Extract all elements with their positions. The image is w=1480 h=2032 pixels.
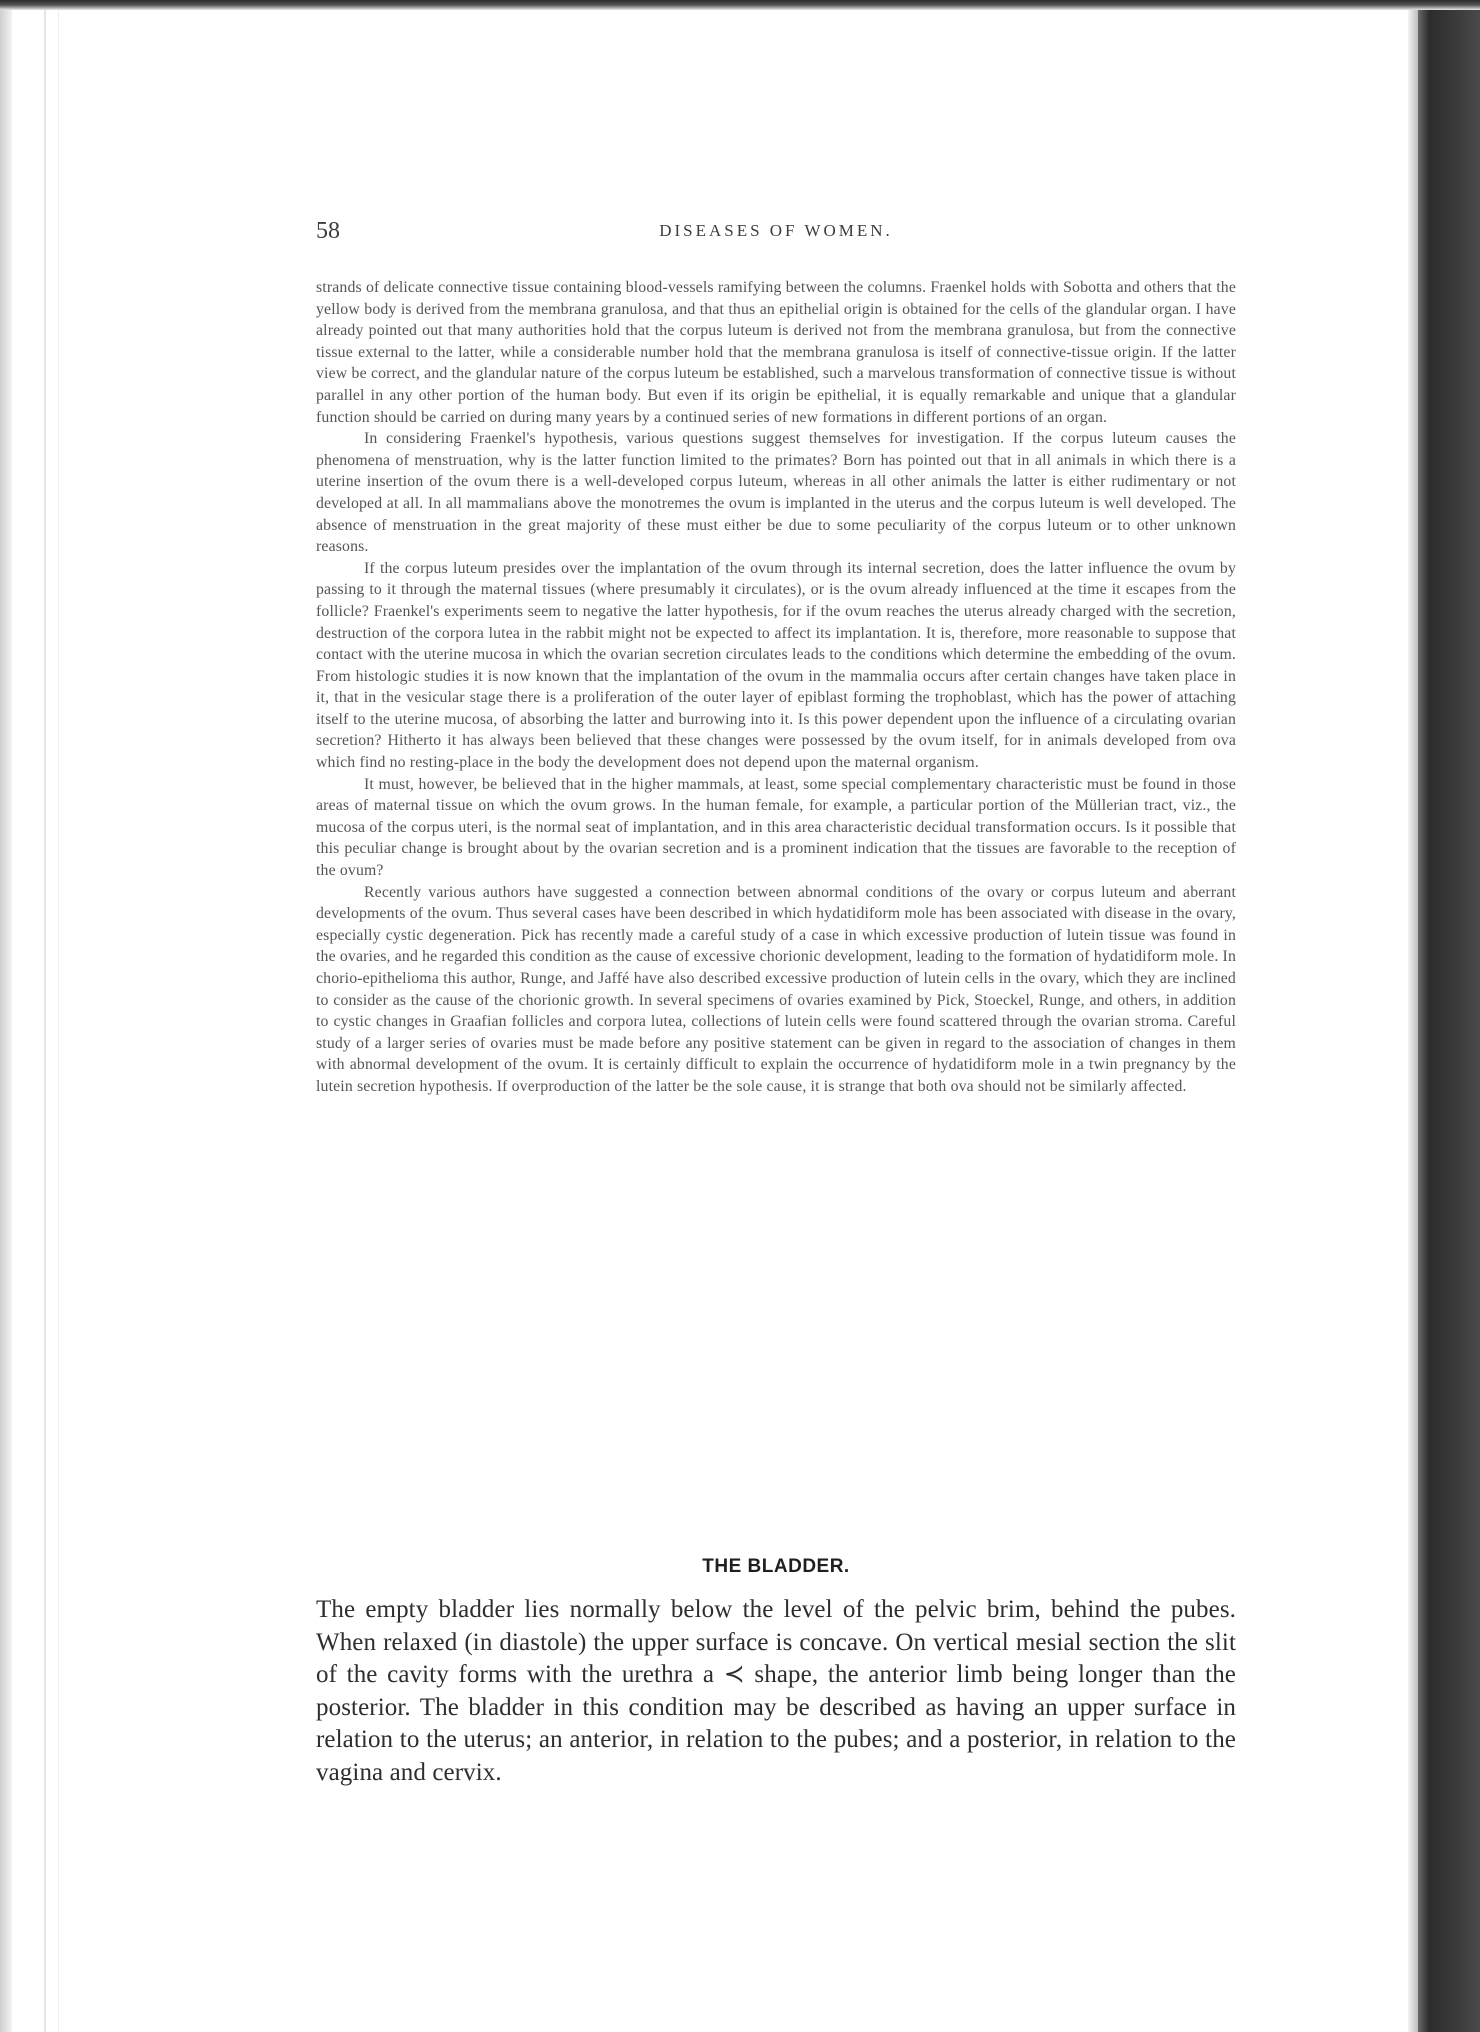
paragraph: If the corpus luteum presides over the implantation of the ovum through its internal secretion, does the latter influence the ovum by passing to it through the maternal tissues (where presumably it circulates), or is the ovum already influenced at the time it escapes from the follicle? Fraenkel's experiments seem to negative the latter hypothesis, for if the ovum reaches the uterus already charged with the secretion, destruction of the corpora lutea in the rabbit might not be expected to affect its implantation. It is, therefore, more reasonable to suppose that contact with the uterine mucosa in which the ovarian secretion circulates leads to the conditions which determine the embedding of the ovum. From histologic studies it is now known that the implantation of the ovum in the mammalia occurs after certain changes have taken place in it, that in the vesicular stage there is a proliferation of the outer layer of epiblast forming the trophoblast, which has the power of attaching itself to the uterine mucosa, of absorbing the latter and burrowing into it. Is this power dependent upon the influence of a circulating ovarian secretion? Hitherto it has always been believed that these changes were possessed by the ovum itself, for in animals developed from ova which find no resting-place in the body the development does not depend upon the maternal organism. (316, 559, 1236, 772)
paragraph: In considering Fraenkel's hypothesis, various questions suggest themselves for investigation. If the corpus luteum causes the phenomena of menstruation, why is the latter function limited to the primates? Born has pointed out that in all animals in which there is a uterine insertion of the ovum there is a well-developed corpus luteum, whereas in all other animals the latter is either rudimentary or not developed at all. In all mammalians above the monotremes the ovum is implanted in the uterus and the corpus luteum is well developed. The absence of menstruation in the great majority of these must either be due to some peculiarity of the corpus luteum or to other unknown reasons. (316, 430, 1236, 556)
paragraph: strands of delicate connective tissue containing blood-vessels ramifying between the columns. Fraenkel holds with Sobotta and others that the yellow body is derived from the membrana granulosa, and that thus an epithelial origin is obtained for the cells of the glandular organ. I have already pointed out that many authorities hold that the corpus luteum is derived not from the membrana granulosa, but from the connective tissue external to the latter, while a considerable number hold that the membrana granulosa is itself of connective-tissue origin. If the latter view be correct, and the glandular nature of the corpus luteum be established, such a marvelous transformation of connective tissue is without parallel in any other portion of the human body. But even if its origin be epithelial, it is equally remarkable and unique that a glandular function should be carried on during many years by a continued series of new formations in different portions of an organ. (316, 279, 1236, 426)
page-number: 58 (316, 218, 340, 244)
scan-left-edge-line-2 (58, 10, 59, 2032)
paragraph: It must, however, be believed that in the higher mammals, at least, some special complementary characteristic must be found in those areas of maternal tissue on which the ovum grows. In the human female, for example, a particular portion of the Müllerian tract, viz., the mucosa of the corpus uteri, is the normal seat of implantation, and in this area characteristic decidual transformation occurs. Is it possible that this peculiar change is brought about by the ovarian secretion and is a prominent indication that the tissues are favorable to the reception of the ovum? (316, 775, 1236, 880)
scan-top-edge (0, 0, 1480, 10)
section-paragraph: The empty bladder lies normally below the level of the pelvic brim, behind the pubes. When relaxed (in diastole) the upper surface is concave. On vertical mesial section the slit of the cavity forms with the urethra a ≺ shape, the anterior limb being longer than the posterior. The bladder in this condition may be described as having an upper surface in relation to the uterus; an anterior, in relation to the pubes; and a posterior, in relation to the vagina and cervix. (316, 1596, 1236, 1786)
section-heading: THE BLADDER. (702, 1556, 850, 1577)
paragraph: Recently various authors have suggested a connection between abnormal conditions of the ovary or corpus luteum and aberrant developments of the ovum. Thus several cases have been described in which hydatidiform mole has been associated with disease in the ovary, especially cystic degeneration. Pick has recently made a careful study of a case in which excessive production of lutein tissue was found in the ovaries, and he regarded this condition as the cause of excessive chorionic development, leading to the formation of hydatidiform mole. In chorio-epithelioma this author, Runge, and Jaffé have also described excessive production of lutein cells in the ovary, which they are inclined to consider as the cause of the chorionic growth. In several specimens of ovaries examined by Pick, Stoeckel, Runge, and others, in addition to cystic changes in Graafian follicles and corpora lutea, collections of lutein cells were found scattered through the ovarian stroma. Careful study of a larger series of ovaries must be made before any positive statement can be given in regard to the association of changes in them with abnormal development of the ovum. It is certainly difficult to explain the occurrence of hydatidiform mole in a twin pregnancy by the lutein secretion hypothesis. If overproduction of the latter be the sole cause, it is strange that both ova should not be similarly affected. (316, 883, 1236, 1095)
running-title: DISEASES OF WOMEN. (659, 221, 893, 240)
scan-left-edge (0, 10, 12, 2032)
scan-right-edge-shadow (1408, 10, 1418, 2032)
scan-left-edge-line (44, 10, 46, 2032)
body-text (316, 277, 1236, 1098)
running-head (316, 218, 1236, 248)
scan-right-edge-binding (1418, 10, 1480, 2032)
section-lead-text (316, 1594, 1236, 1790)
